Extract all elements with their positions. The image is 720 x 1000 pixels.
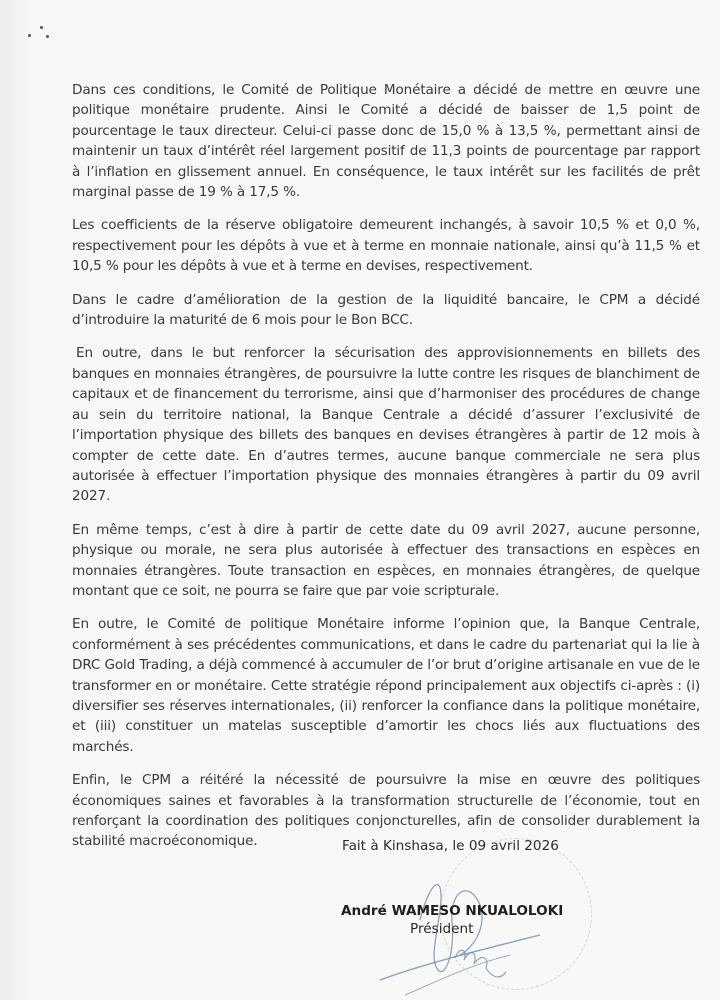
paragraph-conclusion: Enfin, le CPM a réitéré la nécessité de poursuivre la mise en œuvre des politiques économiques saines et favorables à la transformation structurelle de l’économie, tout en renforçant la coordination des politiques conjoncturelles, afin de consolider durablement la stabilité macroéconomique. <box>72 772 700 850</box>
speck <box>46 35 49 38</box>
speck <box>40 26 43 29</box>
place-date: Fait à Kinshasa, le 09 avril 2026 <box>342 838 559 854</box>
document-body <box>72 80 700 865</box>
signer-title: Président <box>410 921 474 937</box>
paragraph-cash-transactions: En même temps, c’est à dire à partir de cette date du 09 avril 2027, aucune personne, physique ou morale, ne sera plus autorisée à effectuer des transactions en espèces en monnaies étrangères. Toute transaction en espèces, en monnaies étrangères, de quelque montant que ce soit, ne pourra se faire que par voie scripturale. <box>72 521 700 599</box>
paragraph-banknote-import: En outre, dans le but renforcer la sécurisation des approvisionnements en billets des banques en monnaies étrangères, de poursuivre la lutte contre les risques de blanchiment de capitaux et de financement du terrorisme, ainsi que d’harmoniser des procédures de change au sein du territoire national, la Banque Centrale a décidé d’assurer l’exclusivité de l’importation physique des billets des banques en devises étrangères à partir de 12 mois à compter de cette date. En d’autres termes, aucune banque commerciale ne sera plus autorisée à effectuer l’importation physique des monnaies étrangères à partir du 09 avril 2027. <box>72 345 700 505</box>
paragraph-liquidity-management: Dans le cadre d’amélioration de la gestion de la liquidité bancaire, le CPM a décidé d’introduire la maturité de 6 mois pour le Bon BCC. <box>72 291 700 329</box>
paragraph-reserve-requirements: Les coefficients de la réserve obligatoire demeurent inchangés, à savoir 10,5 % et 0,0 %, respectivement pour les dépôts à vue et à terme en monnaie nationale, ainsi qu’à 11,5 % et 10,5 % pour les dépôts à vue et à terme en devises, respectivement. <box>72 217 700 275</box>
signer-name: André WAMESO NKUALOLOKI <box>341 903 564 919</box>
speck <box>28 34 31 37</box>
paragraph-monetary-policy: Dans ces conditions, le Comité de Politique Monétaire a décidé de mettre en œuvre une politique monétaire prudente. Ainsi le Comité a décidé de baisser de 1,5 point de pourcentage le taux directeur. Celui-ci passe donc de 15,0 % à 13,5 %, permettant ainsi de maintenir un taux d’intérêt réel largement positif de 11,3 points de pourcentage par rapport à l’inflation en glissement annuel. En conséquence, le taux intérêt sur les facilités de prêt marginal passe de 19 % à 17,5 %. <box>72 82 700 201</box>
paragraph-gold-reserves: En outre, le Comité de politique Monétaire informe l’opinion que, la Banque Centrale, conformément à ses précédentes communications, et dans le cadre du partenariat qui la lie à DRC Gold Trading, a déjà commencé à accumuler de l’or brut d’origine artisanale en vue de le transformer en or monétaire. Cette stratégie répond principalement aux objectifs ci-après : (i) diversifier ses réserves internationales, (ii) renforcer la confiance dans la politique monétaire, et (iii) constituer un matelas susceptible d’amortir les chocs liés aux fluctuations des marchés. <box>72 616 700 755</box>
scan-specks <box>14 20 74 50</box>
